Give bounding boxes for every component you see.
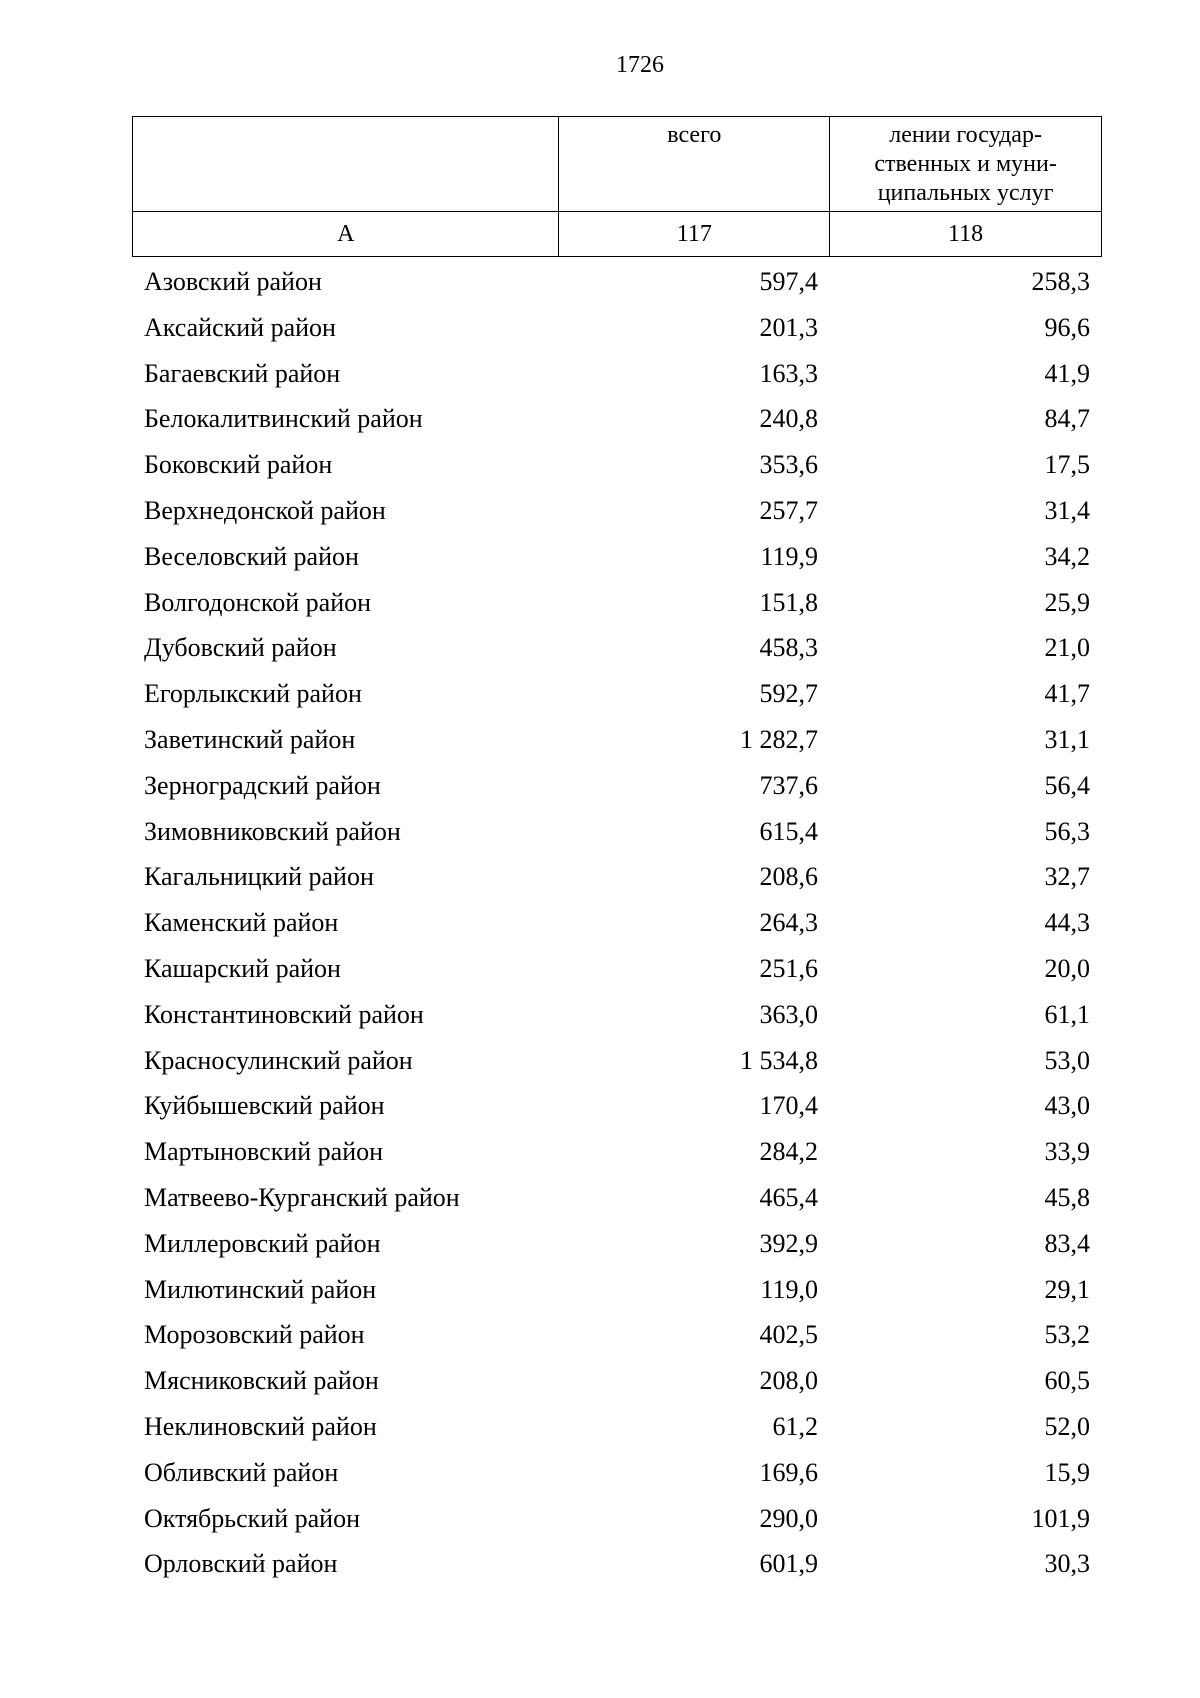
district-name: Кашарский район <box>144 953 341 983</box>
header-cell-total <box>559 117 830 212</box>
total-value: 208,0 <box>759 1366 818 1396</box>
total-value: 290,0 <box>759 1503 818 1533</box>
district-name: Милютинский район <box>144 1274 377 1304</box>
total-value: 363,0 <box>759 999 818 1029</box>
table-row <box>132 534 1102 580</box>
district-name: Зимовниковский район <box>144 816 401 846</box>
table-row <box>132 1083 1102 1129</box>
table-row <box>132 763 1102 809</box>
table-row <box>132 946 1102 992</box>
total-value: 151,8 <box>759 587 818 617</box>
district-name: Миллеровский район <box>144 1228 381 1258</box>
table-row <box>132 1358 1102 1404</box>
table-header <box>132 116 1102 257</box>
column-index-a: А <box>133 212 559 257</box>
services-value: 21,0 <box>1044 633 1090 663</box>
table-row <box>132 625 1102 671</box>
total-value: 1 282,7 <box>740 724 818 754</box>
total-value: 201,3 <box>759 312 818 342</box>
header-cell-name <box>133 117 559 212</box>
district-name: Мартыновский район <box>144 1137 384 1167</box>
table-row <box>132 1267 1102 1313</box>
district-name: Константиновский район <box>144 999 424 1029</box>
district-name: Кагальницкий район <box>144 862 374 892</box>
services-value: 34,2 <box>1044 541 1090 571</box>
services-value: 53,0 <box>1044 1045 1090 1075</box>
table-row <box>132 259 1102 305</box>
table-row <box>132 1450 1102 1496</box>
services-value: 31,4 <box>1044 495 1090 525</box>
table-row <box>132 396 1102 442</box>
total-value: 1 534,8 <box>740 1045 818 1075</box>
total-value: 402,5 <box>759 1320 818 1350</box>
district-name: Волгодонской район <box>144 587 372 617</box>
district-name: Заветинский район <box>144 724 356 754</box>
services-value: 84,7 <box>1044 404 1090 434</box>
services-value: 41,9 <box>1044 358 1090 388</box>
district-name: Багаевский район <box>144 358 341 388</box>
header-cell-services <box>830 117 1102 212</box>
district-name: Веселовский район <box>144 541 359 571</box>
services-value: 101,9 <box>1031 1503 1090 1533</box>
total-value: 284,2 <box>759 1137 818 1167</box>
district-name: Матвеево-Курганский район <box>144 1182 460 1212</box>
total-value: 601,9 <box>759 1549 818 1579</box>
total-value: 597,4 <box>759 267 818 296</box>
header-services-line-3: ципальных услуг <box>877 180 1054 206</box>
district-name: Аксайский район <box>144 312 336 342</box>
table-row <box>132 1038 1102 1084</box>
district-name: Неклиновский район <box>144 1411 377 1441</box>
total-value: 61,2 <box>772 1411 818 1441</box>
services-value: 83,4 <box>1044 1228 1090 1258</box>
district-name: Зерноградский район <box>144 770 381 800</box>
district-name: Октябрьский район <box>144 1503 360 1533</box>
table-row <box>132 717 1102 763</box>
services-value: 33,9 <box>1044 1137 1090 1167</box>
services-value: 17,5 <box>1044 450 1090 480</box>
services-value: 56,3 <box>1044 816 1090 846</box>
total-value: 170,4 <box>759 1091 818 1121</box>
district-name: Егорлыкский район <box>144 679 362 709</box>
table-row <box>132 1541 1102 1587</box>
table-row <box>132 305 1102 351</box>
total-value: 458,3 <box>759 633 818 663</box>
services-value: 53,2 <box>1044 1320 1090 1350</box>
district-name: Красносулинский район <box>144 1045 413 1075</box>
total-value: 392,9 <box>759 1228 818 1258</box>
table-row <box>132 671 1102 717</box>
services-value: 15,9 <box>1044 1457 1090 1487</box>
services-value: 61,1 <box>1044 999 1090 1029</box>
total-value: 163,3 <box>759 358 818 388</box>
table-row <box>132 442 1102 488</box>
total-value: 208,6 <box>759 862 818 892</box>
table-row <box>132 900 1102 946</box>
table-row <box>132 351 1102 397</box>
services-value: 45,8 <box>1044 1182 1090 1212</box>
services-value: 44,3 <box>1044 908 1090 938</box>
district-name: Куйбышевский район <box>144 1091 385 1121</box>
header-name-text <box>133 117 558 121</box>
services-value: 43,0 <box>1044 1091 1090 1121</box>
total-value: 353,6 <box>759 450 818 480</box>
district-name: Орловский район <box>144 1549 338 1579</box>
services-value: 96,6 <box>1044 312 1090 342</box>
services-value: 52,0 <box>1044 1411 1090 1441</box>
district-name: Обливский район <box>144 1457 339 1487</box>
header-row <box>133 117 1102 212</box>
total-value: 465,4 <box>759 1182 818 1212</box>
column-index-117: 117 <box>559 212 830 257</box>
district-name: Азовский район <box>144 267 322 296</box>
total-value: 119,9 <box>760 541 818 571</box>
total-value: 592,7 <box>759 679 818 709</box>
header-services-line-2: ственных и муни- <box>874 151 1057 177</box>
table-row <box>132 992 1102 1038</box>
table-row <box>132 1404 1102 1450</box>
table-row <box>132 580 1102 626</box>
district-name: Каменский район <box>144 908 339 938</box>
district-name: Дубовский район <box>144 633 337 663</box>
column-index-row <box>133 212 1102 257</box>
total-value: 251,6 <box>759 953 818 983</box>
column-index-118: 118 <box>830 212 1102 257</box>
total-value: 257,7 <box>759 495 818 525</box>
table-row <box>132 488 1102 534</box>
total-value: 615,4 <box>759 816 818 846</box>
header-services-text <box>830 117 1101 208</box>
header-total-text: всего <box>667 122 722 148</box>
table-row <box>132 1221 1102 1267</box>
table-row <box>132 1129 1102 1175</box>
district-list <box>132 259 1102 1587</box>
services-value: 32,7 <box>1044 862 1090 892</box>
services-value: 41,7 <box>1044 679 1090 709</box>
district-name: Боковский район <box>144 450 333 480</box>
total-value: 169,6 <box>759 1457 818 1487</box>
table-row <box>132 854 1102 900</box>
table-row <box>132 1496 1102 1542</box>
table-row <box>132 809 1102 855</box>
services-value: 60,5 <box>1044 1366 1090 1396</box>
services-value: 31,1 <box>1044 724 1090 754</box>
table-row <box>132 1312 1102 1358</box>
district-name: Белокалитвинский район <box>144 404 423 434</box>
services-value: 56,4 <box>1044 770 1090 800</box>
table-row <box>132 1175 1102 1221</box>
services-value: 29,1 <box>1044 1274 1090 1304</box>
services-value: 258,3 <box>1031 267 1090 296</box>
services-value: 30,3 <box>1044 1549 1090 1579</box>
district-name: Мясниковский район <box>144 1366 379 1396</box>
district-name: Морозовский район <box>144 1320 365 1350</box>
total-value: 240,8 <box>759 404 818 434</box>
services-value: 25,9 <box>1044 587 1090 617</box>
header-services-line-1: лении государ- <box>889 122 1042 148</box>
total-value: 264,3 <box>759 908 818 938</box>
services-value: 20,0 <box>1044 953 1090 983</box>
total-value: 737,6 <box>759 770 818 800</box>
total-value: 119,0 <box>760 1274 818 1304</box>
district-name: Верхнедонской район <box>144 495 386 525</box>
page-number: 1726 <box>616 52 664 78</box>
